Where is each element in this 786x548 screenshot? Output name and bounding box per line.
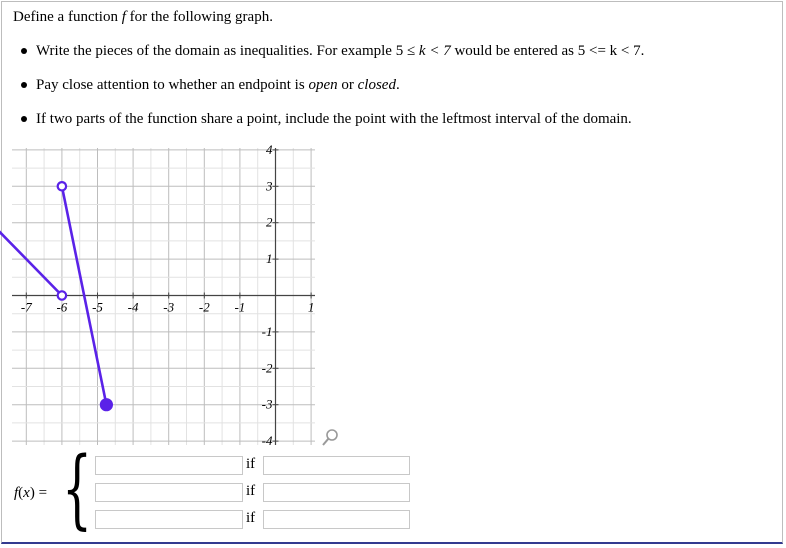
y-tick-label: -3 <box>261 396 273 412</box>
function-label: f(x) = <box>14 485 48 501</box>
piecewise-brace: { <box>62 439 93 539</box>
y-tick-label: 2 <box>266 214 273 230</box>
open-endpoint <box>58 182 66 190</box>
if-label: if <box>246 510 256 526</box>
magnifier-icon[interactable] <box>321 427 341 449</box>
instruction-item: Pay close attention to whether an endpoint is open or closed. <box>36 77 400 94</box>
y-tick-label: -1 <box>261 323 273 339</box>
prompt-suffix: for the following graph. <box>125 9 273 25</box>
x-tick-label: -1 <box>234 299 246 315</box>
x-tick-label: -4 <box>127 299 139 315</box>
piece-3-domain-input[interactable] <box>263 510 410 529</box>
piece-1-domain-input[interactable] <box>263 456 410 475</box>
instruction-item: If two parts of the function share a point, include the point with the leftmost interval of the domain. <box>36 111 632 128</box>
y-tick-label: 1 <box>266 251 273 267</box>
y-tick-label: 4 <box>266 141 273 157</box>
if-label: if <box>246 456 256 472</box>
y-tick-label: -2 <box>261 360 273 376</box>
x-tick-label: 1 <box>307 299 315 315</box>
x-tick-label: -5 <box>92 299 103 315</box>
prompt-function-name: f <box>121 9 126 25</box>
prompt-prefix: Define a function <box>13 9 122 25</box>
x-tick-label: -2 <box>198 299 210 315</box>
x-tick-label: -3 <box>163 299 175 315</box>
x-tick-label: -6 <box>56 299 68 315</box>
open-endpoint <box>58 291 66 299</box>
y-tick-label: -4 <box>261 433 273 449</box>
if-label: if <box>246 483 256 499</box>
piece-1-expression-input[interactable] <box>95 456 243 475</box>
closed-endpoint <box>101 399 112 410</box>
piece-2-domain-input[interactable] <box>263 483 410 502</box>
x-tick-label: -7 <box>20 299 32 315</box>
piece-3-expression-input[interactable] <box>95 510 243 529</box>
piece-2-expression-input[interactable] <box>95 483 243 502</box>
instruction-item: Write the pieces of the domain as inequalities. For example 5 ≤ k < 7 would be entered as 5 <= k < 7. <box>36 43 644 60</box>
y-tick-label: 3 <box>266 178 273 194</box>
graph-segments <box>0 182 112 410</box>
